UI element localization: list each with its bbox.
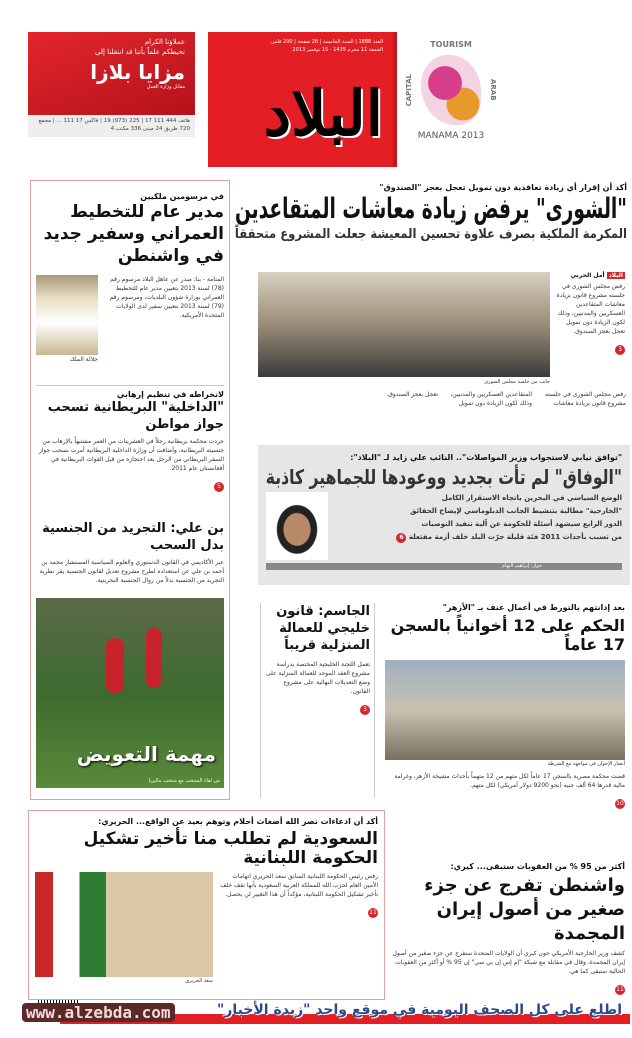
page-ref[interactable]: 11 bbox=[369, 909, 377, 916]
hariri-photo bbox=[35, 872, 213, 977]
page-ref[interactable]: 3 bbox=[615, 345, 625, 355]
point: "الخارجية" مطالبة بتنشيط الجانب الدبلوماسي لإيضاح الحقائق bbox=[410, 507, 622, 515]
site-url[interactable]: www.alzebda.com bbox=[22, 1003, 175, 1022]
story-britain[interactable] bbox=[36, 385, 224, 492]
ad-contact: هاتف 444 111 17 | 225 (973) 19 | فاكس 17 111 ... | مجمع 720 طريق 24 مبنى 336 مكتب 4 bbox=[28, 115, 195, 137]
kicker: بعد إدانتهم بالتورط في أعمال عنف بـ "الأزهر" bbox=[442, 603, 625, 612]
body: عبر الأكاديمي في القانون الدستوري والعلوم السياسية المستشار محمد بن أحمد بن علي عن استعداده لطرح مشروع تعديل لقانون الجنسية يقر نظرية التجريد من الجنسية بدلاً من زوال الجنسية البحرينية. bbox=[39, 559, 224, 584]
points bbox=[334, 492, 622, 560]
ad-line2: نحيطكم علماً بأننا قد انتقلنا إلى bbox=[95, 48, 185, 56]
ad-tagline: مقابل وزارة العمل bbox=[146, 84, 185, 90]
story-binali[interactable] bbox=[36, 520, 224, 585]
body: كشف وزير الخارجية الأمريكي جون كيري أن الولايات المتحدة ستفرج عن جزء صغير من أصول إيران المجمدة، وقال في مقابلة مع شبكة "إم إس إن بي سي" إن 95 % أو أكثر من العقوبات الحالية ستبقى كما هي. bbox=[392, 950, 625, 975]
body: رفض رئيس الحكومة اللبنانية السابق سعد الحريري اتهامات الأمين العام لحزب الله للمملكة العربية السعودية بأنها تقف خلف تأخير تشكيل الحكومة اللبنانية، مؤكداً أن هذا التغيير لن يحصل. bbox=[220, 873, 378, 898]
newspaper-logo: البلاد bbox=[263, 77, 383, 150]
manama-2013-logo bbox=[405, 40, 497, 160]
logo-left: CAPITAL bbox=[405, 73, 413, 107]
body: جردت محكمة بريطانية رجلاً في العشرينات من العمر مشتبهاً بالإرهاب من جنسيته البريطانية، وأضافت أن وزارة الداخلية البريطانية أمرت بسحب جواز السفر البريطاني من الرجل بعد احتجازه من قبل القوات البريطانية في أفغانستان عام 2011. bbox=[38, 438, 224, 472]
caption: جانب من جلسة مجلس الشورى bbox=[484, 379, 550, 385]
headline[interactable]: واشنطن تفرج عن جزء صغير من أصول إيران المجمدة bbox=[424, 875, 625, 944]
caption: سعد الحريري bbox=[185, 978, 213, 984]
ad-mazaya-plaza[interactable] bbox=[28, 32, 195, 115]
kicker: أكد أن ادعاءات نصر الله أضغاث أحلام وتوهم بعيد عن الواقع... الحريري: bbox=[98, 817, 378, 826]
story-azhar[interactable] bbox=[385, 603, 625, 809]
issue-number: 1888 bbox=[358, 39, 372, 45]
page-ref[interactable]: 10 bbox=[616, 800, 624, 807]
headline[interactable]: "الوفاق" لم تأت بجديد ووعودها للجماهير كاذبة bbox=[265, 465, 622, 489]
caption: أنصار الإخوان في مواجهة مع الشرطة bbox=[547, 761, 625, 767]
story-jasim[interactable] bbox=[260, 603, 375, 798]
kicker: لانخراطه في تنظيم إرهابي bbox=[116, 390, 224, 399]
kicker: أكثر من 95 % من العقوبات ستبقى... كيري: bbox=[450, 862, 625, 871]
headline[interactable]: السعودية لم تطلب منا تأخير تشكيل الحكومة اللبنانية bbox=[83, 829, 378, 868]
ali-zayed-photo bbox=[266, 492, 328, 560]
story-kerry[interactable] bbox=[392, 862, 625, 995]
lead-story[interactable] bbox=[235, 183, 627, 243]
ad-brand: مزايا بلازا bbox=[90, 60, 185, 84]
king-photo bbox=[36, 275, 98, 355]
sport-photo[interactable] bbox=[36, 598, 224, 788]
azhar-photo bbox=[385, 660, 625, 760]
headline[interactable]: الحكم على 12 أخوانياً بالسجن 17 عاماً bbox=[390, 616, 625, 654]
issue-info: العدد 1888 | السنة الخامسة | 28 صفحة | 200 فلس الجمعة 11 محرم 1435 - 15 نوفمبر 2013 bbox=[271, 39, 383, 53]
player-figure bbox=[146, 628, 162, 688]
issue-label: العدد bbox=[372, 39, 383, 45]
logo-bottom: MANAMA 2013 bbox=[417, 131, 485, 141]
body: المنامة - بنا: صدر عن عاهل البلاد مرسوم رقم (78) لسنة 2013 بتعيين مدير عام للتخطيط العمراني بوزارة شؤون البلديات، ومرسوم رقم (79) لسنة 2013 بتعيين سفير لدى الولايات المتحدة الأمريكية. bbox=[109, 276, 224, 319]
story-decrees[interactable] bbox=[36, 192, 224, 364]
body: قضت محكمة مصرية بالسجن 17 عاماً لكل متهم من 12 متهماً بأحداث مشيخة الأزهر، وغرامة مالية قدرها 64 ألف جنيه (نحو 9200 دولار أمريكي) لكل متهم. bbox=[394, 773, 625, 789]
lead-columns bbox=[258, 390, 626, 440]
logo-right: ARAB bbox=[489, 79, 497, 101]
point: الدور الرابع سيشهد أسئلة للحكومة عن آلية تنفيذ التوصيات bbox=[421, 520, 622, 528]
story-wefaq[interactable] bbox=[258, 445, 630, 585]
kicker: في مرسومين ملكيين bbox=[140, 192, 224, 201]
price: 200 فلس bbox=[271, 39, 293, 45]
kicker: أكد أن إقرار أي زيادة تعاقدية دون تمويل تعجل بعجز "الصندوق" bbox=[379, 183, 627, 192]
page-ref[interactable]: 11 bbox=[616, 986, 624, 993]
masthead bbox=[208, 32, 397, 167]
story-hariri[interactable] bbox=[28, 810, 385, 1000]
headline[interactable]: "الداخلية" البريطانية تسحب جواز مواطن bbox=[47, 400, 224, 432]
byline: أمل الحربي bbox=[570, 272, 605, 279]
page-ref[interactable]: 3 bbox=[360, 705, 370, 715]
pages: 28 صفحة bbox=[297, 39, 319, 45]
ad-line1: عملاؤنا الكرام bbox=[144, 38, 185, 46]
footer-banner[interactable]: اطلع على كل الصحف اليومية في موقع واحد "زبدة الأخبار" bbox=[216, 1002, 622, 1018]
sport-title: مهمة التعويض bbox=[76, 742, 216, 766]
shura-session-photo[interactable] bbox=[258, 272, 550, 377]
date: الجمعة 11 محرم 1435 - 15 نوفمبر 2013 bbox=[292, 47, 383, 53]
lead-body-continued: رفض مجلس الشورى في جلسته مشروع قانون بزيادة معاشات المتقاعدين العسكريين والمدنيين، وذلك لكون الزيادة دون تمويل تعجل بعجز الصندوق. bbox=[386, 391, 626, 407]
logo-top: TOURISM bbox=[430, 40, 472, 49]
headline[interactable]: مدير عام للتخطيط العمراني وسفير جديد في واشنطن bbox=[43, 202, 224, 266]
caption: جلالة الملك bbox=[69, 356, 98, 363]
point: الوضع السياسي في البحرين باتجاه الاستقرار الكامل bbox=[441, 494, 622, 502]
credit: حوار: إبراهيم النهام bbox=[266, 563, 622, 570]
point: من تسبب بأحداث 2011 فئة قليلة جرّت البلد خلف أزمة مفتعلة bbox=[408, 533, 622, 541]
body: رفض مجلس الشورى في جلسته مشروع قانون بزيادة معاشات المتقاعدين العسكريين والمدنيين، وذلك لكون الزيادة دون تمويل تعجل بعجز الصندوق. bbox=[556, 283, 625, 335]
page-ref[interactable]: 6 bbox=[396, 533, 406, 543]
calligraphy-emblem bbox=[421, 55, 481, 125]
player-figure bbox=[106, 638, 124, 693]
headline[interactable]: "الشورى" يرفض زيادة معاشات المتقاعدين bbox=[234, 192, 627, 225]
caption: من لقاء المنتخب مع منتخب ماليزيا bbox=[148, 778, 220, 784]
headline[interactable]: بن علي: التجريد من الجنسية بدل السحب bbox=[42, 521, 224, 553]
kicker: "توافق نيابي لاستجواب وزير المواصلات".. النائب علي زايد لـ "البلاد": bbox=[350, 453, 622, 462]
source-tag: البلاد bbox=[608, 272, 623, 279]
subhead: المكرمة الملكية بصرف علاوة تحسين المعيشة جعلت المشروع متحققاً bbox=[234, 227, 628, 242]
page-ref[interactable]: 5 bbox=[214, 482, 224, 492]
lead-text bbox=[555, 272, 625, 355]
year: السنة الخامسة bbox=[322, 39, 354, 45]
headline[interactable]: الجاسم: قانون خليجي للعمالة المنزلية قريباً bbox=[276, 604, 370, 653]
body: تعمل اللجنة الخليجية المختصة بدراسة مشروع العقد الموحد للعمالة المنزلية على وضع التعديلات النهائية على مشروع القانون. bbox=[266, 661, 370, 695]
